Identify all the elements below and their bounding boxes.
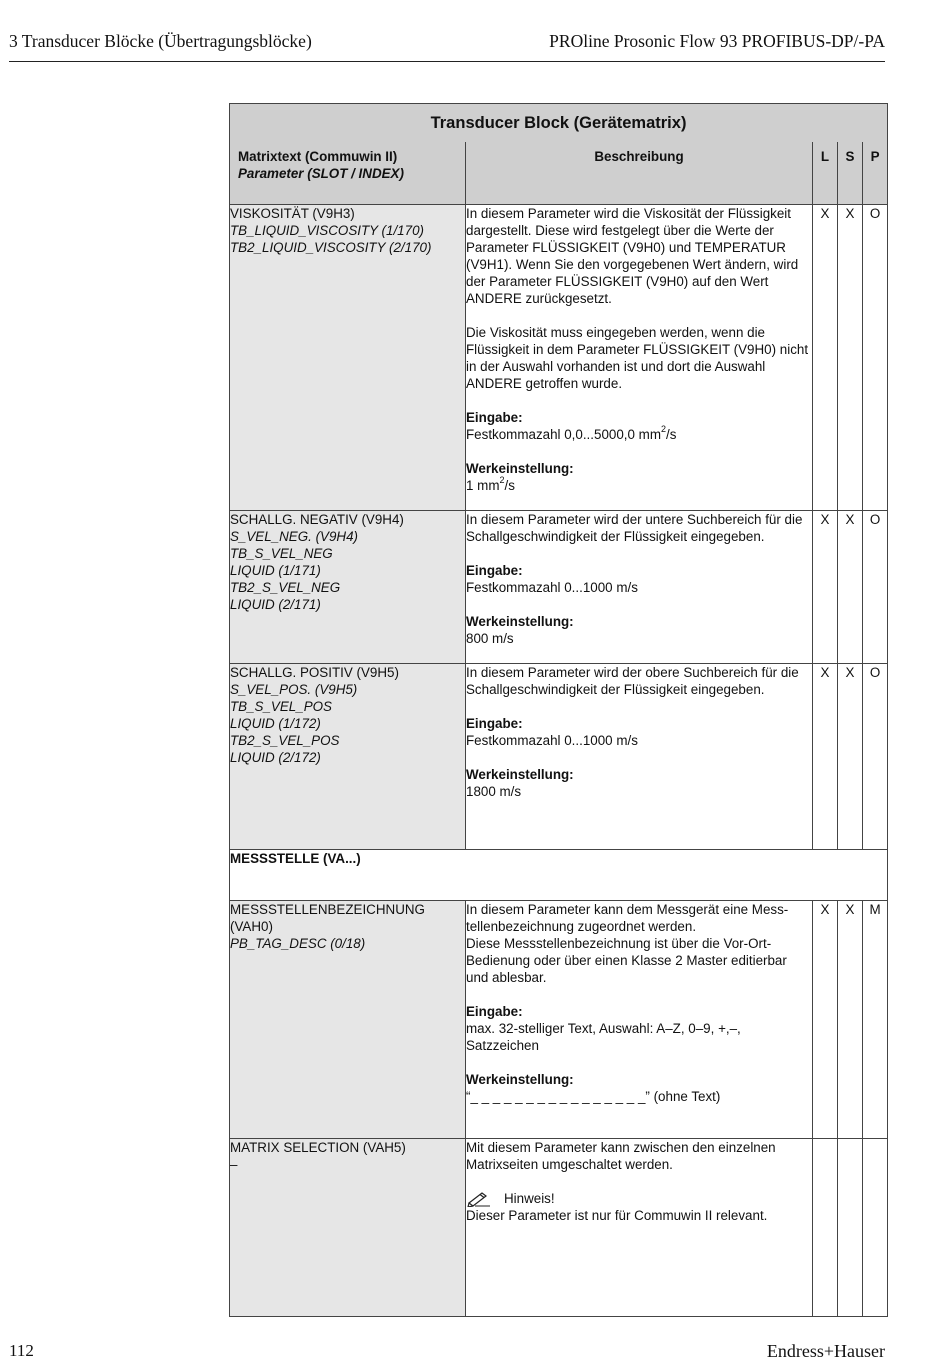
default-label: Werkeinstellung: (466, 1072, 574, 1087)
flag-l: X (813, 901, 838, 1139)
input-block (466, 1003, 812, 1054)
description-text: In diesem Parameter kann dem Messgerät eine Mess-tellenbezeichnung zugeordnet werden. (466, 902, 789, 934)
parameter-name: LIQUID (2/171) (230, 597, 321, 612)
default-label: Werkeinstellung: (466, 614, 574, 629)
default-block (466, 766, 812, 800)
matrix-text: SCHALLG. NEGATIV (V9H4) (230, 512, 404, 527)
parameter-name: TB2_LIQUID_VISCOSITY (2/170) (230, 240, 432, 255)
input-block (466, 715, 812, 749)
default-value: 1800 m/s (466, 784, 522, 799)
input-value: Festkommazahl 0...1000 m/s (466, 580, 638, 595)
flag-s: X (838, 664, 863, 850)
hint-line (466, 1190, 812, 1207)
input-block (466, 562, 812, 596)
input-value: max. 32-stelliger Text, Auswahl: A–Z, 0–9, +,–, Satzzeichen (466, 1021, 741, 1053)
matrix-text: SCHALLG. POSITIV (V9H5) (230, 665, 399, 680)
flag-p: O (863, 664, 888, 850)
matrix-text: VISKOSITÄT (V9H3) (230, 206, 355, 221)
description-text: Mit diesem Parameter kann zwischen den einzelnen Matrixseiten umgeschaltet werden. (466, 1140, 776, 1172)
description-cell (466, 664, 813, 850)
flag-l: X (813, 205, 838, 511)
hint-label: Hinweis! (504, 1191, 555, 1206)
description-text: In diesem Parameter wird der untere Suchbereich für die Schallgeschwindigkeit der Flüssigkeit eingegeben. (466, 512, 803, 544)
input-label: Eingabe: (466, 563, 523, 578)
section-row (230, 850, 888, 901)
table-row (230, 511, 888, 664)
parameter-name: TB2_S_VEL_POS (230, 733, 340, 748)
flag-s (838, 1139, 863, 1317)
column-header-parameter (230, 142, 466, 205)
input-value: Festkommazahl 0,0...5000,0 $mm^2/s$ (466, 424, 677, 442)
input-label: Eingabe: (466, 410, 523, 425)
parameter-name: S_VEL_NEG. (V9H4) (230, 529, 359, 544)
parameter-name: TB_S_VEL_NEG (230, 546, 333, 561)
flag-p: O (863, 205, 888, 511)
input-label: Eingabe: (466, 1004, 523, 1019)
page-number: 112 (9, 1341, 34, 1360)
brand-logo-text: Endress+Hauser (766, 1341, 885, 1361)
column-header-description: Beschreibung (466, 142, 813, 205)
parameter-cell (230, 1139, 466, 1317)
default-block (466, 613, 812, 647)
flag-l: X (813, 664, 838, 850)
table-row (230, 205, 888, 511)
default-value: 1 $mm^2/s$ (466, 475, 515, 493)
input-block (466, 409, 812, 443)
description-cell (466, 1139, 813, 1317)
device-matrix-table (229, 103, 888, 1317)
page-header (9, 31, 885, 62)
default-block (466, 1071, 812, 1105)
table-row (230, 664, 888, 850)
input-value: Festkommazahl 0...1000 m/s (466, 733, 638, 748)
table-header-row (230, 142, 888, 205)
parameter-cell (230, 511, 466, 664)
hint-text: Dieser Parameter ist nur für Commuwin II relevant. (466, 1208, 768, 1223)
description-text: Diese Messstellenbezeichnung ist über die Vor-Ort-Bedienung oder über einen Klasse 2 Master editierbar und ablesbar. (466, 936, 787, 985)
table-row (230, 901, 888, 1139)
column-header-p: P (863, 142, 888, 205)
default-block (466, 460, 812, 494)
column-header-matrixtext: Matrixtext (Commuwin II) (238, 149, 398, 164)
description-cell (466, 511, 813, 664)
parameter-cell (230, 664, 466, 850)
parameter-name: TB_LIQUID_VISCOSITY (1/170) (230, 223, 424, 238)
description-cell (466, 205, 813, 511)
parameter-name: LIQUID (1/171) (230, 563, 321, 578)
table-row (230, 1139, 888, 1317)
parameter-name: S_VEL_POS. (V9H5) (230, 682, 358, 697)
column-header-s: S (838, 142, 863, 205)
default-label: Werkeinstellung: (466, 461, 574, 476)
matrix-text: MESSSTELLENBEZEICHNUNG (VAH0) (230, 902, 425, 934)
section-title: MESSSTELLE (VA...) (230, 850, 888, 901)
flag-p (863, 1139, 888, 1317)
parameter-cell (230, 901, 466, 1139)
description-cell (466, 901, 813, 1139)
parameter-name: – (230, 1157, 238, 1172)
description-text: Die Viskosität muss eingegeben werden, wenn die Flüssigkeit in dem Parameter FLÜSSIGKEIT (V9H0) nicht in der Auswahl vorhanden ist und dort die Auswahl ANDERE getroffen wurde. (466, 325, 809, 391)
parameter-name: LIQUID (2/172) (230, 750, 321, 765)
default-label: Werkeinstellung: (466, 767, 574, 782)
flag-l (813, 1139, 838, 1317)
flag-l: X (813, 511, 838, 664)
input-label: Eingabe: (466, 716, 523, 731)
description-text: In diesem Parameter wird der obere Suchbereich für die Schallgeschwindigkeit der Flüssigkeit eingegeben. (466, 665, 799, 697)
flag-p: O (863, 511, 888, 664)
flag-s: X (838, 511, 863, 664)
default-value: 800 m/s (466, 631, 514, 646)
column-header-l: L (813, 142, 838, 205)
default-value: “_ _ _ _ _ _ _ _ _ _ _ _ _ _ _ _” (ohne Text) (466, 1089, 721, 1104)
description-text: In diesem Parameter wird die Viskosität der Flüssigkeit dargestellt. Diese wird festgelegt über die Werte der Parameter FLÜSSIGKEIT (V9H0) und TEMPERATUR (V9H1). Wenn Sie den vorgegebenen Wert ändern, wird der Parameter FLÜSSIGKEIT (V9H0) auf den Wert ANDERE zurückgesetzt. (466, 206, 799, 306)
pencil-note-icon (466, 1190, 492, 1207)
parameter-cell (230, 205, 466, 511)
table-title: Transducer Block (Gerätematrix) (230, 104, 888, 143)
document-title: PROline Prosonic Flow 93 PROFIBUS-DP/-PA (549, 31, 885, 51)
column-header-parameter-sub: Parameter (SLOT / INDEX) (238, 166, 404, 181)
parameter-name: LIQUID (1/172) (230, 716, 321, 731)
parameter-name: TB_S_VEL_POS (230, 699, 332, 714)
parameter-name: TB2_S_VEL_NEG (230, 580, 341, 595)
flag-p: M (863, 901, 888, 1139)
chapter-title: 3 Transducer Blöcke (Übertragungsblöcke) (9, 31, 312, 51)
flag-s: X (838, 205, 863, 511)
flag-s: X (838, 901, 863, 1139)
matrix-text: MATRIX SELECTION (VAH5) (230, 1140, 406, 1155)
parameter-name: PB_TAG_DESC (0/18) (230, 936, 366, 951)
